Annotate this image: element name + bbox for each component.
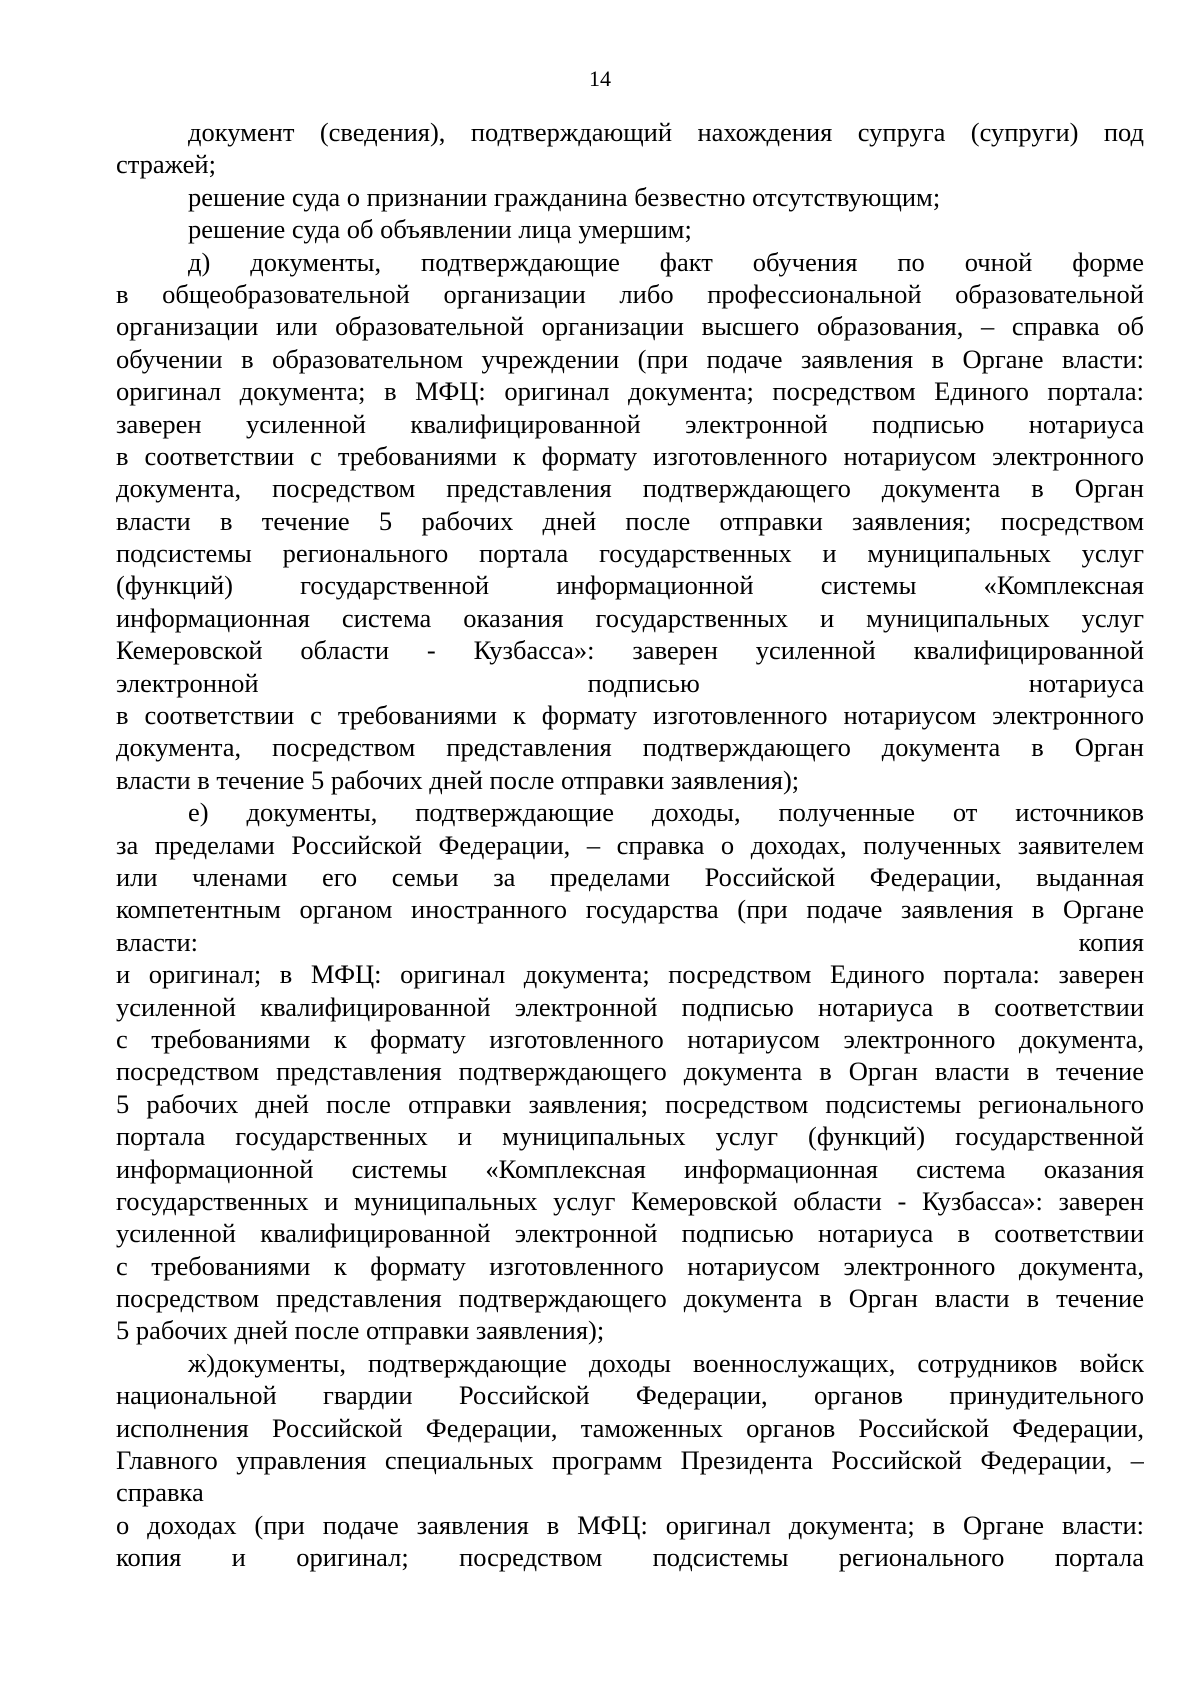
text-line: (функций) государственной информационной системы «Комплексная — [116, 570, 1144, 601]
text-line: компетентным органом иностранного государства (при подаче заявления в Органе — [116, 894, 1144, 925]
text-line: власти в течение 5 рабочих дней после отправки заявления); — [116, 764, 800, 795]
text-line: и оригинал; в МФЦ: оригинал документа; посредством Единого портала: заверен — [116, 959, 1144, 990]
text-line: за пределами Российской Федерации, – справка о доходах, полученных заявителем — [116, 829, 1144, 860]
text-line: документа, посредством представления подтверждающего документа в Орган — [116, 732, 1144, 763]
text-line: или членами его семьи за пределами Российской Федерации, выданная — [116, 861, 1144, 892]
text-line: организации или образовательной организации высшего образования, – справка об — [116, 311, 1144, 342]
text-line: в соответствии с требованиями к формату изготовленного нотариусом электронного — [116, 700, 1144, 731]
text-line: электронной подписью нотариуса — [116, 667, 1144, 698]
document-body — [116, 116, 1144, 1574]
text-line: портала государственных и муниципальных услуг (функций) государственной — [116, 1121, 1144, 1152]
text-line: с требованиями к формату изготовленного нотариусом электронного документа, — [116, 1250, 1144, 1281]
text-line: власти: копия — [116, 926, 1144, 957]
text-line: заверен усиленной квалифицированной электронной подписью нотариуса — [116, 408, 1144, 439]
text-line: усиленной квалифицированной электронной подписью нотариуса в соответствии — [116, 1218, 1144, 1249]
text-line: ж)документы, подтверждающие доходы военнослужащих, сотрудников войск — [188, 1347, 1144, 1378]
page-number: 14 — [589, 66, 611, 91]
text-line: информационной системы «Комплексная информационная система оказания — [116, 1153, 1144, 1184]
text-line: 5 рабочих дней после отправки заявления; посредством подсистемы регионального — [116, 1088, 1144, 1119]
text-line: решение суда об объявлении лица умершим; — [188, 214, 692, 245]
text-line: о доходах (при подаче заявления в МФЦ: оригинал документа; в Органе власти: — [116, 1509, 1144, 1540]
text-line: власти в течение 5 рабочих дней после отправки заявления; посредством — [116, 505, 1144, 536]
text-line: с требованиями к формату изготовленного нотариусом электронного документа, — [116, 1023, 1144, 1054]
text-line: справка — [116, 1477, 204, 1508]
text-line: исполнения Российской Федерации, таможенных органов Российской Федерации, — [116, 1412, 1144, 1443]
text-line: д) документы, подтверждающие факт обучения по очной форме — [188, 246, 1144, 277]
text-line: государственных и муниципальных услуг Кемеровской области - Кузбасса»: заверен — [116, 1185, 1144, 1216]
text-line: подсистемы регионального портала государственных и муниципальных услуг — [116, 538, 1144, 569]
text-line: посредством представления подтверждающего документа в Орган власти в течение — [116, 1056, 1144, 1087]
text-line: Главного управления специальных программ Президента Российской Федерации, – — [116, 1445, 1144, 1476]
text-line: посредством представления подтверждающего документа в Орган власти в течение — [116, 1283, 1144, 1314]
text-line: в общеобразовательной организации либо профессиональной образовательной — [116, 278, 1144, 309]
text-line: документ (сведения), подтверждающий нахождения супруга (супруги) под — [188, 117, 1144, 147]
text-line: 5 рабочих дней после отправки заявления); — [116, 1315, 605, 1346]
text-line: информационная система оказания государственных и муниципальных услуг — [116, 602, 1144, 633]
text-line: е) документы, подтверждающие доходы, полученные от источников — [188, 797, 1144, 828]
text-line: обучении в образовательном учреждении (при подаче заявления в Органе власти: — [116, 343, 1144, 374]
text-line: решение суда о признании гражданина безвестно отсутствующим; — [188, 181, 941, 212]
text-line: Кемеровской области - Кузбасса»: заверен усиленной квалифицированной — [116, 635, 1144, 666]
text-line: оригинал документа; в МФЦ: оригинал документа; посредством Единого портала: — [116, 376, 1144, 407]
text-line: стражей; — [116, 149, 216, 180]
text-line: национальной гвардии Российской Федерации, органов принудительного — [116, 1380, 1144, 1411]
text-line: документа, посредством представления подтверждающего документа в Орган — [116, 473, 1144, 504]
text-line: усиленной квалифицированной электронной подписью нотариуса в соответствии — [116, 991, 1144, 1022]
text-line: в соответствии с требованиями к формату изготовленного нотариусом электронного — [116, 440, 1144, 471]
text-line: копия и оригинал; посредством подсистемы регионального портала — [116, 1542, 1144, 1573]
